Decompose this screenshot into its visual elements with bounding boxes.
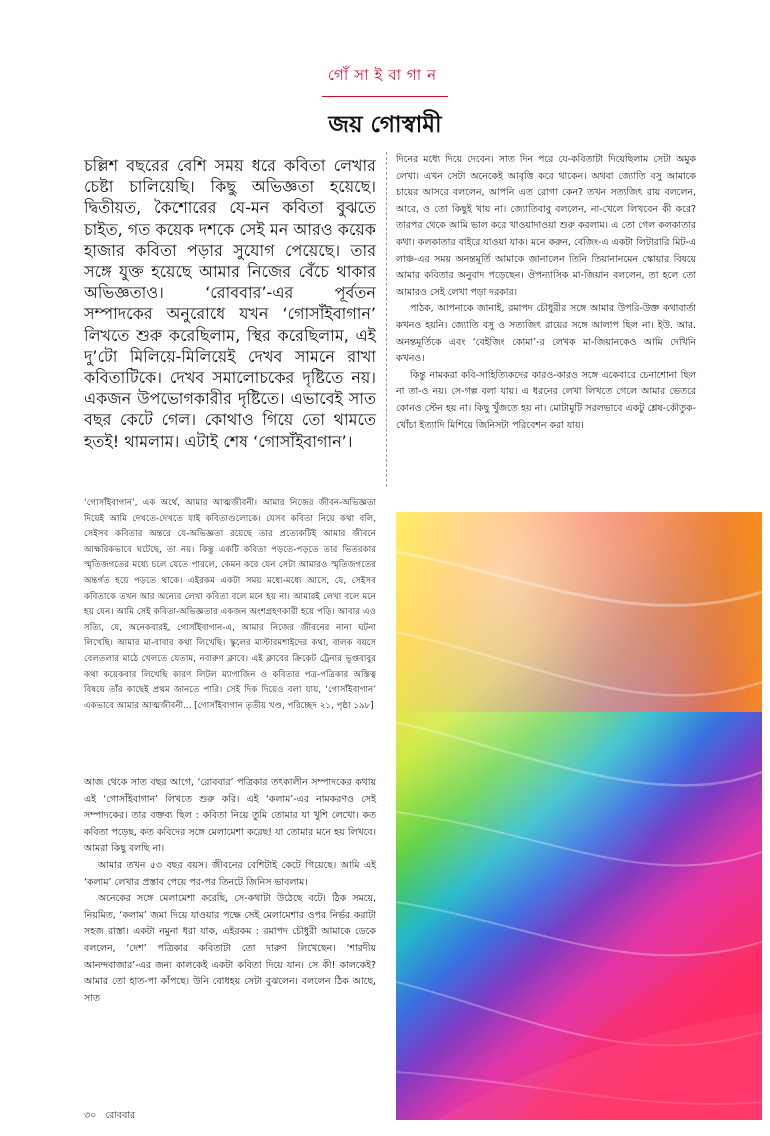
quoted-inset: ‘গোসাঁইবাগান’, এক অর্থে, আমার আত্মজীবনী। আমার নিজের জীবন-অভিজ্ঞতা দিয়েই আমি দেখতে-দেখতে যাই কবিতাগুলোকে। যেসব কবিতা নিয়ে কথা বলি, সেইসব কবিতার অন্তরে যে-অভিজ্ঞতা রয়েছে তার প্রত্যেকটিই আমার জীবনে আক্ষরিকভাবে ঘটেছে, তা নয়। কিন্তু একটি কবিতা পড়তে-পড়তে তার ভিতরকার স্মৃতিজগতের মধ্যে চলে যেতে পারলে, কেমন করে যেন সেটা আমারও স্মৃতিজগতের অন্তর্গত হয়ে পড়তে থাকে। এইরকম একটা সময় মধ্যে-মধ্যে আসে, যে, সেইসব কবিতাকে তখন আর অন্যের লেখা কবিতা বলে মনে হয় না। আমারই লেখা বলে মনে হয় যেন। আমি সেই কবিতা-অভিজ্ঞতার একজন অংশগ্রহণকারী হয়ে পড়ি। আবার এও সত্যি, যে, অনেকবারই, গোসাঁইবাগান-এ, আমার নিজের জীবনের নানা ঘটনা লিখেছি। আমার মা-বাবার কথা লিখেছি। স্কুলের মাস্টারমশাইদের কথা, বালক বয়সে বেলতলার মাঠে খেলতে যেতাম, নবারুণ ক্লাবে। এই ক্লাবের ক্রিকেট ট্রেনার ভূপ্তবাবুর কথা কয়েকবার লিখেছি কারণ লিটল ম্যাগাজিন ও কবিতার পত্র-পত্রিকার অস্তিত্ব বিষয়ে তাঁর কাছেই প্রথম জানতে পারি। সেই দিক দিয়েও বলা যায়, ‘গোসাঁইবাগান’ একভাবে আমার আত্মজীবনী... [গোসাঁইবাগান তৃতীয় খণ্ড, পরিচ্ছেদ ২১, পৃষ্ঠা ১৯৮]: [84, 498, 376, 711]
body-paragraph: পাঠক, আপনাকে জানাই, রমাপদ চৌধুরীর সঙ্গে আমার উপরি-উক্ত কথাবার্তা কখনও হয়নি। জ্যোতি বসু ও সত্যজিৎ রায়ের সঙ্গে আলাপ ছিল না। ইউ. আর. অনন্তমূর্তিকে এবং ‘বেইজিং কোমা’-র লেখক মা-জিয়ানকেও আমি দেখিনি কখনও।: [396, 303, 696, 365]
section-tag: গোঁসাইবাগান: [327, 66, 443, 84]
column-divider: [386, 152, 387, 487]
rainbow-swirl-graphic: [396, 512, 762, 1120]
page-number: ৩০: [84, 1110, 97, 1121]
body-paragraph: আমার তখন ৫৩ বছর বয়স। জীবনের বেশিটাই কেটে গিয়েছে। আমি এই ‘কলাম’ লেখার প্রস্তাব পেয়ে পর-পর তিনটে জিনিস ভাবলাম।: [84, 859, 376, 888]
body-paragraph: অনেকের সঙ্গে মেলামেশা করেছি, সে-কথাটা উঠেছে বটে। ঠিক সময়ে, নিয়মিত, ‘কলাম’ জমা দিয়ে যাওয়ার পক্ষে সেই মেলামেশার ওপর নির্ভর করাটা সহজ রাস্তা। একটা নমুনা ধরা যাক, এইরকম : রমাপদ চৌধুরী আমাকে ডেকে বললেন, ‘দেশ’ পত্রিকার কবিতাটা তো দারুণ লিখেছেন। ‘শারদীয় আনন্দবাজার’-এর জন্য কালকেই একটা কবিতা দিয়ে যান। সে কী! কালকেই? আমার তো হাত-পা কাঁপছে। উনি বোধহয় সেটা বুঝলেন। বললেন ঠিক আছে, সাত: [84, 893, 376, 1004]
magazine-name: রোববার: [105, 1110, 136, 1121]
body-paragraph: আজ থেকে সাত বছর আগে, ‘রোববার’ পত্রিকার তৎকালীন সম্পাদকের কথায় এই ‘গোসাঁইবাগান’ লিখতে শুরু করি। এই ‘কলাম’-এর নামকরণও সেই সম্পাদকের। তার বক্তব্য ছিল : কবিতা নিয়ে তুমি তোমার যা খুশি লেখো। কত কবিতা পড়েছ, কত কবিদের সঙ্গে মেলামেশা করেছ! যা তোমার মনে হয় লিখবে। আমরা কিছু বলছি না।: [84, 777, 376, 855]
section-tag-rule: [322, 96, 448, 97]
body-paragraph: কিন্তু নামকরা কবি-সাহিত্যিকদের কারও-কারও সঙ্গে একেবারে চেনাশোনা ছিল না তা-ও নয়। সে-গল্প বলা যায়। এ ধরনের লেখা লিখতে গেলে আমার ভেতরে কোনও স্টেন হয় না। কিছু খুঁজতে হয় না। মোটামুটি সরলভাবে একটু শ্লেষ-কৌতুক-খোঁচা ইত্যাদি মিশিয়ে জিনিসটা পরিবেশন করা যায়।: [396, 369, 696, 431]
page-footer: [84, 1108, 135, 1123]
body-paragraph: দিনের মধ্যে দিয়ে দেবেন। সাত দিন পরে যে-কবিতাটা দিয়েছিলাম সেটা অমুক লেখা। এখন সেটা অনেকেই আবৃত্তি করে থাকেন। অথবা জ্যোতি বসু আমাকে চায়ের আসরে বললেন, আপনি এত রোগা কেন? তখন সত্যজিৎ রায় বললেন, আরে, ও তো কিছুই খায় না। জ্যোতিবাবু বললেন, না-খেলে লিখবেন কী করে? তারপর থেকে আমি ভাল করে খাওয়াদাওয়া শুরু করলাম। এ তো গেল কলকাতার কথা। কলকাতার বাইরে যাওয়া যাক। মনে করুন, বেজিং-এ একটা লিটারারি মিট-এ লাঞ্চ-এর সময় অনন্তমূর্তি আমাকে জানালেন তিনি তিয়ানানমেন স্কোয়ার বিষয়ে আমার কবিতার অনুবাদ পড়েছেন। ঔপন্যাসিক মা-জিয়ান বললেন, তা হলে তো আমারও সেই লেখা পড়া দরকার।: [396, 154, 696, 298]
rainbow-artwork: [396, 512, 762, 1120]
body-column-left: [84, 775, 376, 1007]
intro-paragraph: চল্লিশ বছরের বেশি সময় ধরে কবিতা লেখার চেষ্টা চালিয়েছি। কিছু অভিজ্ঞতা হয়েছে। দ্বিতীয়ত, কৈশোরের যে-মন কবিতা বুঝতে চাইত, গত কয়েক দশকে সেই মন আরও কয়েক হাজার কবিতা পড়ার সুযোগ পেয়েছে। তার সঙ্গে যুক্ত হয়েছে আমার নিজের বেঁচে থাকার অভিজ্ঞতাও। ‘রোববার’-এর পূর্বতন সম্পাদকের অনুরোধে যখন ‘গোসাঁইবাগান’ লিখতে শুরু করেছিলাম, স্থির করেছিলাম, এই দু’টো মিলিয়ে-মিলিয়েই দেখব সামনে রাখা কবিতাটিকে। দেখব সমালোচকের দৃষ্টিতে নয়। একজন উপভোগকারীর দৃষ্টিতে। এভাবেই সাত বছর কেটে গেল। কোথাও গিয়ে তো থামতে হতই! থামলাম। এটাই শেষ ‘গোসাঁইবাগান’।: [84, 156, 376, 451]
author-name: জয় গোস্বামী: [328, 112, 442, 138]
body-column-right: [396, 152, 696, 434]
